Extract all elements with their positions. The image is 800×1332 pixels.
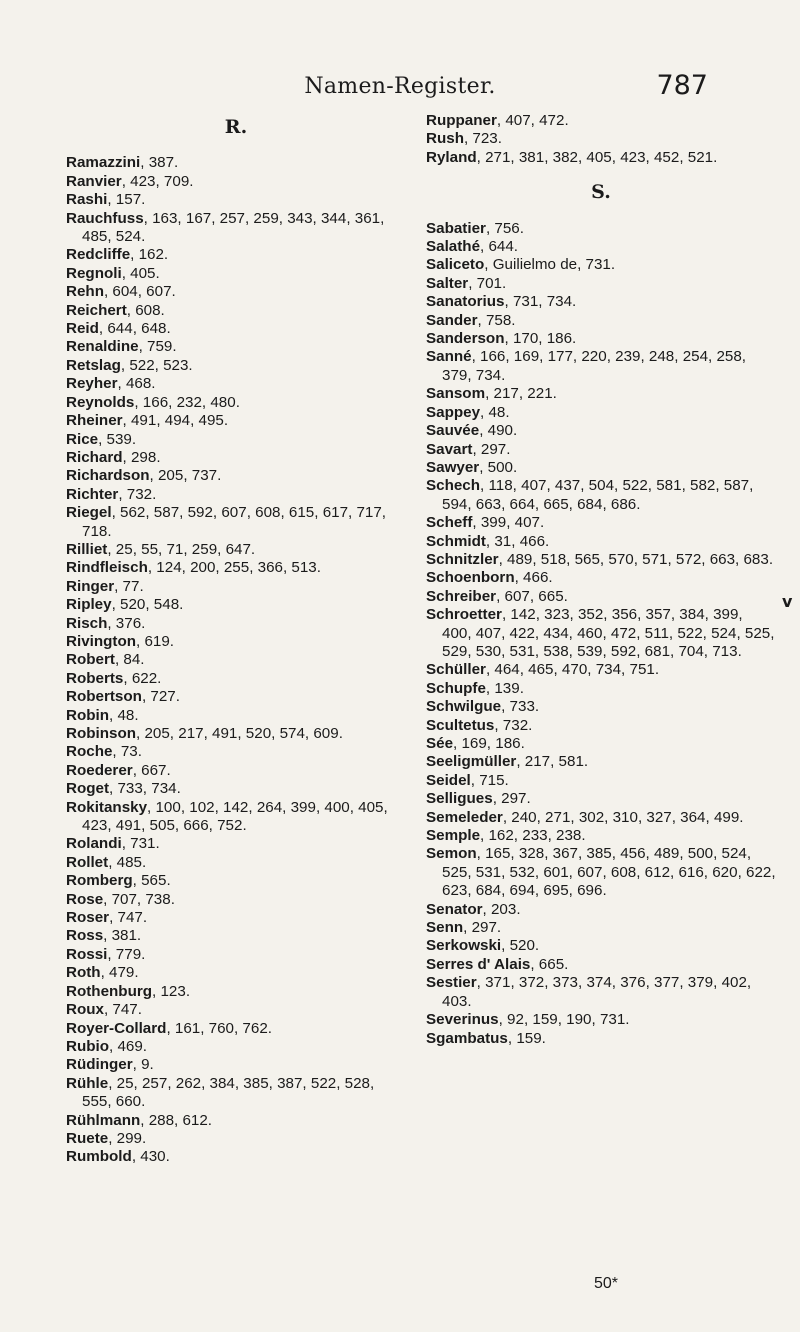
entry-name: Rilliet (66, 540, 108, 558)
entry-name: Schech (426, 477, 481, 495)
entry-page-refs: , 48. (480, 403, 510, 421)
entry-name: Rheiner (66, 412, 123, 430)
entry-name: Rolandi (66, 835, 122, 853)
entry-page-refs: , 205, 217, 491, 520, 574, 609. (136, 725, 343, 742)
index-entry (426, 680, 776, 698)
entry-page-refs: , 165, 328, 367, 385, 456, 489, 500, 524, 525, 531, 532, 601, 607, 608, 612, 616, 620, 622, 623, 684, 694, 695, 696. (442, 845, 776, 900)
entry-page-refs: , 733, 734. (109, 780, 181, 798)
entry-page-refs: , 73. (112, 743, 142, 761)
entry-name: Selligues (426, 790, 493, 808)
entry-page-refs: , 731, 734. (504, 293, 577, 311)
index-entry (426, 606, 776, 661)
entry-name: Renaldine (66, 338, 139, 356)
index-entry (66, 633, 406, 651)
index-entry (66, 375, 406, 393)
entry-page-refs: , 371, 372, 373, 374, 376, 377, 379, 402, 403. (442, 974, 752, 1010)
entry-name: Robertson (66, 688, 142, 706)
entry-name: Saliceto (426, 256, 485, 274)
entry-name: Ruppaner (426, 112, 497, 129)
entry-name: Roederer (66, 761, 133, 779)
entry-name: Ross (66, 927, 104, 945)
index-entry (66, 154, 406, 172)
entry-page-refs: , 715. (470, 771, 509, 789)
index-entry (66, 670, 406, 688)
index-entry (66, 173, 406, 191)
index-entry (426, 753, 776, 771)
left-column (66, 112, 406, 1167)
entry-name: Roux (66, 1001, 104, 1019)
entry-page-refs: , 298. (122, 448, 161, 466)
index-entry (426, 974, 776, 1011)
entry-page-refs: , 92, 159, 190, 731. (498, 1011, 630, 1029)
entry-page-refs: , 376. (107, 614, 146, 632)
index-entry (426, 956, 776, 974)
index-entry (66, 909, 406, 927)
entry-page-refs: , 732. (118, 485, 157, 503)
entry-page-refs: , 430. (131, 1148, 170, 1166)
entry-page-refs: , 161, 760, 762. (166, 1019, 272, 1037)
entry-page-refs: , 123. (152, 982, 191, 1000)
index-entry (426, 901, 776, 919)
index-entry (66, 1112, 406, 1130)
index-entry (426, 772, 776, 790)
entry-name: Sabatier (426, 219, 486, 237)
entry-page-refs: , 159. (507, 1029, 546, 1047)
index-entry (426, 845, 776, 900)
entry-page-refs: , 644. (480, 238, 519, 256)
entry-name: Rothenburg (66, 982, 153, 1000)
index-entry (426, 385, 776, 403)
entry-name: Rose (66, 890, 104, 908)
entry-name: Schreiber (426, 587, 497, 605)
entry-page-refs: , 271, 381, 382, 405, 423, 452, 521. (476, 148, 718, 166)
index-entry (66, 467, 406, 485)
entry-page-refs: , 758. (477, 311, 516, 329)
entry-name: Roberts (66, 669, 124, 687)
entry-name: Richter (66, 485, 119, 503)
entry-name: Rumbold (66, 1148, 132, 1166)
entry-name: Rehn (66, 283, 104, 301)
entry-page-refs: , 297. (492, 790, 531, 808)
index-entry (66, 872, 406, 890)
index-entry (426, 827, 776, 845)
entry-page-refs: , 491, 494, 495. (122, 412, 229, 430)
entry-name: Rüdinger (66, 1056, 133, 1074)
entry-page-refs: , 565. (132, 872, 171, 890)
entry-page-refs: , 77. (114, 577, 144, 595)
entry-page-refs: , 9. (132, 1056, 154, 1074)
entry-page-refs: , 608. (126, 301, 165, 319)
index-entry (426, 312, 776, 330)
entry-page-refs: , 100, 102, 142, 264, 399, 400, 405, 423, 491, 505, 666, 752. (82, 798, 388, 835)
entry-name: Rindfleisch (66, 559, 148, 577)
entry-page-refs: , 162. (130, 246, 169, 264)
entry-name: Rubio (66, 1037, 110, 1055)
entry-name: Ringer (66, 577, 115, 595)
entry-page-refs: , 520, 548. (111, 596, 184, 614)
index-entry (426, 551, 776, 569)
entry-name: Sestier (426, 974, 477, 992)
entry-page-refs: , 163, 167, 257, 259, 343, 344, 361, 485, 524. (82, 209, 385, 246)
index-entry (426, 404, 776, 422)
index-entry (426, 514, 776, 532)
entry-page-refs: , 607, 665. (496, 587, 568, 605)
entry-name: Semon (426, 845, 477, 863)
entry-page-refs: , 779. (107, 945, 146, 963)
entry-page-refs: , 31, 466. (485, 532, 550, 550)
entry-page-refs: , 490. (479, 422, 518, 440)
entry-page-refs: , 464, 465, 470, 734, 751. (485, 661, 660, 679)
entry-name: Sanderson (426, 330, 505, 348)
index-entry (66, 320, 406, 338)
entry-page-refs: , 500. (479, 458, 518, 476)
entry-name: Scultetus (426, 716, 495, 734)
entry-name: Roget (66, 780, 110, 798)
entry-name: Sander (426, 311, 478, 329)
entry-name: Ramazzini (66, 154, 141, 172)
entry-page-refs: , 240, 271, 302, 310, 327, 364, 499. (502, 808, 744, 826)
entry-page-refs: , 157. (107, 191, 146, 209)
entry-name: Rossi (66, 945, 108, 963)
index-entry (66, 1130, 406, 1148)
entry-page-refs: , 169, 186. (453, 735, 525, 752)
entry-page-refs: , 485. (108, 853, 147, 871)
index-entry (66, 964, 406, 982)
entry-page-refs: , 469. (109, 1037, 148, 1055)
index-entry (426, 130, 776, 148)
entry-page-refs: , 466. (514, 569, 553, 587)
entry-name: Reid (66, 320, 99, 338)
entry-name: Rashi (66, 191, 108, 209)
right-top-entry-list (426, 112, 776, 167)
entry-page-refs: , 162, 233, 238. (480, 827, 586, 845)
entry-page-refs: , 622. (123, 669, 162, 687)
entry-name: Rühle (66, 1074, 109, 1092)
entry-name: Salter (426, 274, 469, 292)
entry-page-refs: , 731. (121, 835, 160, 853)
entry-name: Semple (426, 827, 481, 845)
entry-page-refs: , 299. (108, 1129, 147, 1147)
entry-page-refs: , 166, 169, 177, 220, 239, 248, 254, 258, 379, 734. (442, 348, 747, 384)
entry-name: Rice (66, 430, 99, 448)
index-entry (66, 854, 406, 872)
index-entry (426, 112, 776, 130)
index-entry (426, 1030, 776, 1048)
entry-name: Roth (66, 964, 101, 982)
index-entry (426, 330, 776, 348)
entry-name: Sauvée (426, 422, 480, 440)
index-entry (426, 1011, 776, 1029)
index-entry (66, 983, 406, 1001)
index-entry (426, 459, 776, 477)
right-entry-list (426, 220, 776, 1048)
entry-name: Redcliffe (66, 246, 131, 264)
entry-page-refs: , 479. (100, 964, 139, 982)
entry-page-refs: , 381. (103, 927, 142, 945)
entry-page-refs: , 217, 581. (516, 753, 589, 771)
index-entry (426, 238, 776, 256)
index-entry (66, 762, 406, 780)
entry-page-refs: , 520. (501, 937, 540, 955)
margin-mark: v (782, 592, 793, 611)
section-heading-s: S. (591, 181, 611, 204)
entry-page-refs: , 118, 407, 437, 504, 522, 581, 582, 587, 594, 663, 664, 665, 684, 686. (442, 477, 754, 513)
entry-name: Sawyer (426, 458, 480, 476)
index-entry (66, 394, 406, 412)
index-entry (66, 725, 406, 743)
entry-name: Rauchfuss (66, 209, 144, 227)
entry-name: Scheff (426, 514, 473, 532)
entry-name: Ruete (66, 1129, 109, 1147)
entry-page-refs: , 25, 55, 71, 259, 647. (107, 540, 256, 558)
entry-name: Reynolds (66, 393, 135, 411)
entry-name: Rivington (66, 632, 137, 650)
entry-page-refs: , 665. (530, 955, 569, 973)
entry-name: Serres d' Alais (426, 955, 531, 973)
index-entry (426, 441, 776, 459)
index-entry (426, 809, 776, 827)
index-entry (66, 688, 406, 706)
index-entry (66, 596, 406, 614)
entry-page-refs: , 619. (136, 632, 175, 650)
signature-mark: 50* (594, 1275, 619, 1292)
entry-name: Richard (66, 448, 123, 466)
index-entry (426, 348, 776, 385)
index-entry (66, 541, 406, 559)
entry-name: Schüller (426, 661, 486, 679)
entry-page-refs: , 727. (141, 688, 180, 706)
entry-name: Sanatorius (426, 293, 505, 311)
index-entry (66, 1056, 406, 1074)
entry-name: Schoenborn (426, 569, 515, 587)
entry-name: Rühlmann (66, 1111, 141, 1129)
index-entry (426, 477, 776, 514)
entry-page-refs: , 701. (468, 274, 507, 292)
entry-page-refs: , 747. (103, 1001, 142, 1019)
page-title: Namen-Register. (304, 74, 496, 99)
index-entry (426, 588, 776, 606)
index-entry (66, 1020, 406, 1038)
entry-name: Rush (426, 130, 464, 148)
entry-page-refs: , 166, 232, 480. (134, 393, 240, 411)
index-entry (426, 717, 776, 735)
index-entry (426, 790, 776, 808)
entry-name: Rokitansky (66, 798, 148, 816)
entry-name: Schupfe (426, 679, 486, 697)
entry-page-refs: , 25, 257, 262, 384, 385, 387, 522, 528, 555, 660. (82, 1074, 375, 1111)
entry-page-refs: , 387. (140, 154, 179, 172)
entry-page-refs: , 707, 738. (103, 890, 175, 908)
entry-name: Schwilgue (426, 698, 502, 716)
entry-name: Robinson (66, 725, 137, 742)
index-entry (66, 615, 406, 633)
index-entry (66, 191, 406, 209)
entry-name: Robin (66, 706, 110, 724)
entry-name: Schroetter (426, 606, 502, 624)
entry-name: Roser (66, 909, 110, 927)
entry-page-refs: , 399, 407. (472, 514, 545, 532)
entry-page-refs: , 604, 607. (103, 283, 176, 301)
index-entry (66, 412, 406, 430)
index-entry (66, 578, 406, 596)
entry-page-refs: , 756. (485, 219, 524, 237)
entry-page-refs: , 48. (109, 706, 139, 724)
entry-name: Ranvier (66, 172, 122, 190)
index-entry (66, 891, 406, 909)
entry-name: Sgambatus (426, 1029, 508, 1047)
index-entry (66, 927, 406, 945)
entry-name: Semeleder (426, 808, 503, 826)
page-number: 787 (656, 70, 708, 101)
entry-name: Royer-Collard (66, 1019, 167, 1037)
entry-page-refs: , 217, 221. (485, 385, 557, 403)
index-entry (426, 275, 776, 293)
entry-name: Roche (66, 743, 113, 761)
entry-name: Reichert (66, 301, 127, 319)
entry-name: Reyher (66, 375, 118, 393)
index-entry (426, 293, 776, 311)
left-entry-list (66, 154, 406, 1166)
index-entry (426, 937, 776, 955)
entry-name: Retslag (66, 356, 121, 374)
index-entry (426, 661, 776, 679)
index-entry (66, 265, 406, 283)
index-entry (66, 283, 406, 301)
entry-name: Regnoli (66, 264, 122, 282)
entry-name: Ripley (66, 596, 112, 614)
entry-page-refs: , 170, 186. (504, 330, 577, 348)
entry-page-refs: , 539. (98, 430, 137, 448)
index-entry (66, 1148, 406, 1166)
entry-page-refs: , 489, 518, 565, 570, 571, 572, 663, 683. (498, 550, 774, 568)
index-entry (66, 449, 406, 467)
index-entry (66, 486, 406, 504)
entry-name: Sanné (426, 348, 472, 366)
entry-name: Robert (66, 651, 115, 669)
entry-name: Rollet (66, 853, 109, 871)
entry-page-refs: , 723. (463, 130, 502, 148)
index-entry (66, 651, 406, 669)
entry-name: Sansom (426, 385, 486, 403)
entry-name: Salathé (426, 238, 481, 256)
index-entry (66, 302, 406, 320)
entry-name: Schmidt (426, 532, 486, 550)
entry-page-refs: , 84. (114, 651, 145, 669)
entry-page-refs: , 205, 737. (149, 467, 222, 485)
entry-page-refs: , 468. (117, 375, 156, 393)
entry-page-refs: , 733. (501, 698, 540, 716)
entry-page-refs: , 139. (485, 679, 524, 697)
entry-page-refs: , 142, 323, 352, 356, 357, 384, 399, 400, 407, 422, 434, 460, 472, 511, 522, 524, 525, 529, 530, 531, 538, 539, 592, 681, 704, 713. (442, 606, 775, 660)
index-entry (66, 1001, 406, 1019)
index-entry (426, 256, 776, 274)
entry-name: Sée (426, 735, 454, 752)
entry-name: Seeligmüller (426, 753, 517, 771)
index-entry (66, 210, 406, 247)
entry-name: Romberg (66, 872, 133, 890)
entry-page-refs: , 124, 200, 255, 366, 513. (147, 559, 321, 577)
index-entry (66, 835, 406, 853)
index-entry (426, 533, 776, 551)
entry-name: Savart (426, 440, 473, 458)
entry-name: Senn (426, 919, 464, 937)
index-entry (66, 246, 406, 264)
entry-name: Riegel (66, 504, 112, 522)
entry-name: Senator (426, 900, 483, 918)
entry-page-refs: , 405. (121, 264, 160, 282)
index-entry (66, 357, 406, 375)
index-entry (66, 504, 406, 541)
section-heading-r: R. (224, 116, 248, 138)
index-entry (66, 431, 406, 449)
entry-name: Serkowski (426, 937, 502, 955)
entry-page-refs: , 423, 709. (121, 172, 194, 190)
index-entry (426, 919, 776, 937)
entry-page-refs: , 759. (138, 338, 177, 356)
entry-page-refs: , 522, 523. (120, 356, 193, 374)
index-entry (66, 1038, 406, 1056)
index-entry (426, 422, 776, 440)
entry-page-refs: , 644, 648. (98, 320, 171, 338)
entry-page-refs: , 297. (472, 440, 511, 458)
right-column (426, 112, 776, 1048)
index-entry (66, 559, 406, 577)
entry-page-refs: , 203. (482, 900, 521, 918)
entry-name: Seidel (426, 771, 471, 789)
index-entry (426, 735, 776, 753)
index-entry (66, 743, 406, 761)
index-entry (66, 946, 406, 964)
entry-name: Schnitzler (426, 550, 499, 568)
index-entry (426, 698, 776, 716)
entry-page-refs: , Guilielmo de, 731. (484, 256, 616, 274)
index-entry (66, 1075, 406, 1112)
index-entry (426, 220, 776, 238)
entry-name: Ryland (426, 148, 477, 166)
entry-page-refs: , 407, 472. (496, 112, 569, 129)
entry-page-refs: , 297. (463, 919, 502, 937)
entry-page-refs: , 667. (132, 761, 171, 779)
entry-name: Severinus (426, 1011, 499, 1029)
index-entry (426, 149, 776, 167)
index-entry (66, 799, 406, 836)
index-entry (426, 569, 776, 587)
index-entry (66, 707, 406, 725)
entry-page-refs: , 732. (494, 716, 533, 734)
entry-page-refs: , 288, 612. (140, 1111, 213, 1129)
entry-name: Risch (66, 614, 108, 632)
entry-name: Sappey (426, 403, 481, 421)
entry-page-refs: , 562, 587, 592, 607, 608, 615, 617, 717, 718. (82, 504, 387, 540)
entry-name: Richardson (66, 467, 150, 485)
index-entry (66, 338, 406, 356)
entry-page-refs: , 747. (109, 909, 148, 927)
index-entry (66, 780, 406, 798)
